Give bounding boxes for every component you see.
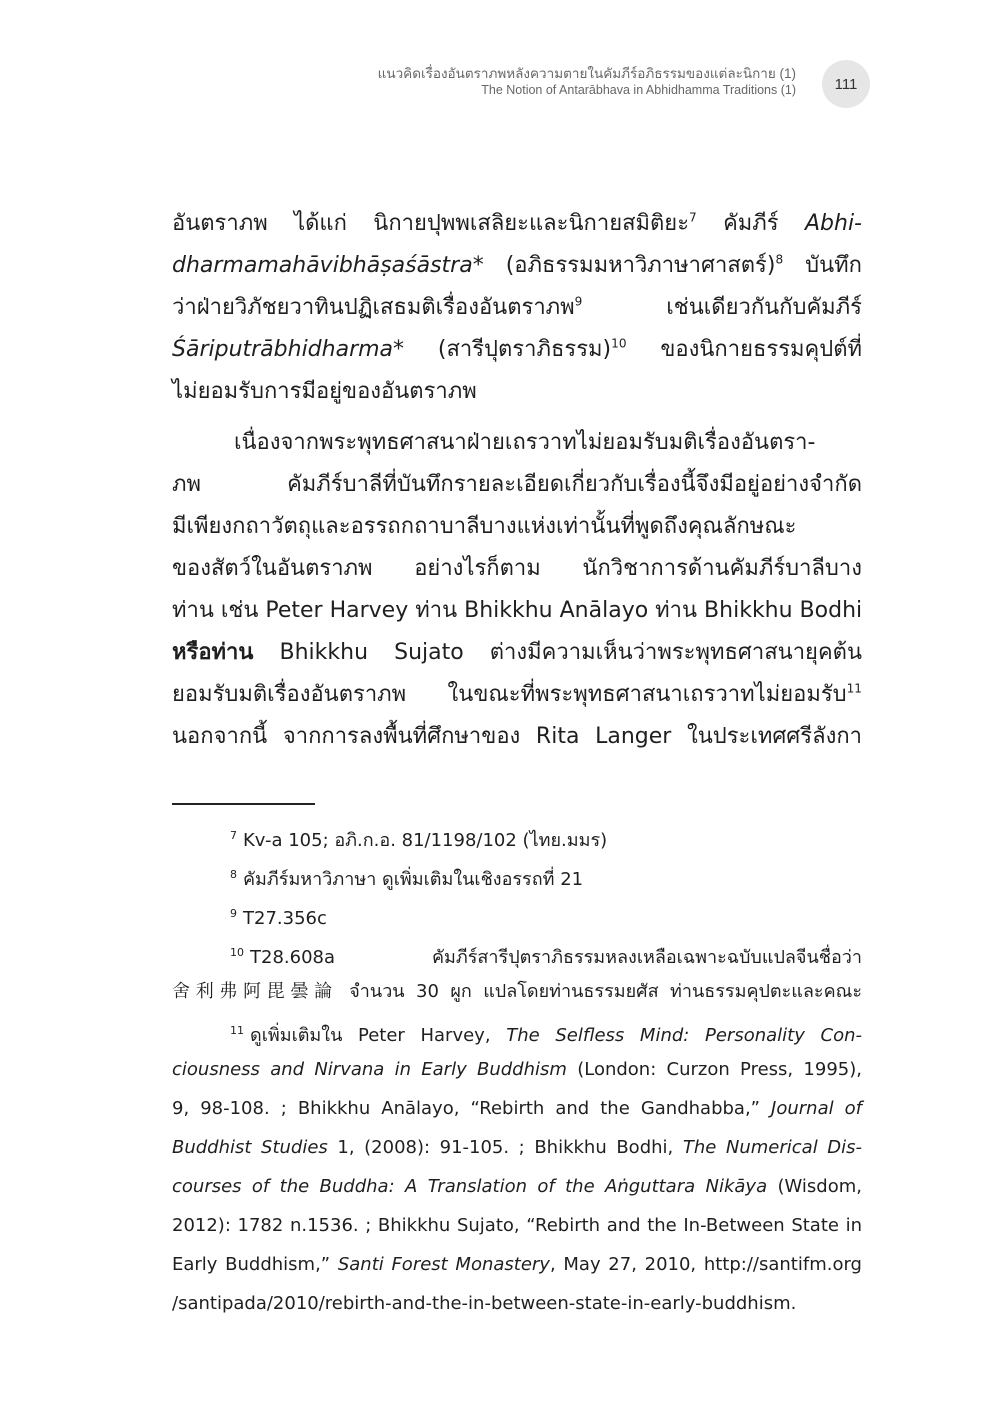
text-line: ไม่ยอมรับการมีอยู่ของอันตราภพ [172, 379, 477, 404]
text-line: ของสัตว์ในอันตราภพ อย่างไรก็ตาม นักวิชาการด้านคัมภีร์บาลีบาง [172, 556, 862, 581]
footnote-10-cont: 舍利弗阿毘曇論 จำนวน 30 ผูก แปลโดยท่านธรรมยศัส ท่านธรรมคุปตะและคณะ [172, 981, 862, 1002]
paragraph-1 [172, 203, 862, 413]
page-number-badge: 111 [822, 60, 870, 108]
footnote-11-cont: Buddhist Studies 1, (2008): 91-105. ; Bhikkhu Bodhi, The Numerical Dis- [172, 1137, 863, 1158]
footnote-ref[interactable]: 7 [689, 210, 697, 225]
footnote-8: $^8$ คัมภีร์มหาวิภาษา ดูเพิ่มเติมในเชิงอรรถที่ 21 [230, 868, 584, 890]
text-line: ยอมรับมติเรื่องอันตราภพ ในขณะที่พระพุทธศาสนาเถรวาทไม่ยอมรับ$^{11}$ [172, 681, 862, 707]
text-line: Śāriputrābhidharma* (สารีปุตราภิธรรม)$^{10}$ ของนิกายธรรมคุปต์ที่ [172, 336, 863, 362]
footnote-11-cont: Early Buddhism,” Santi Forest Monastery, May 27, 2010, http://santifm.org [172, 1254, 862, 1275]
footnote-11: $^{11}$ ดูเพิ่มเติมใน Peter Harvey, The Selfless Mind: Personality Con- [230, 1024, 862, 1046]
text-line: ท่าน เช่น Peter Harvey ท่าน Bhikkhu Anālayo ท่าน Bhikkhu Bodhi [172, 598, 863, 623]
text-line: นอกจากนี้ จากการลงพื้นที่ศึกษาของ Rita Langer ในประเทศศรีลังกา [172, 724, 862, 749]
text-line: อันตราภพ ได้แก่ นิกายปุพพเสลิยะและนิกายสมิติยะ$^7$ คัมภีร์ Abhi- [172, 210, 862, 236]
footnote-ref[interactable]: 8 [775, 252, 784, 267]
paragraph-2 [172, 422, 862, 758]
running-header [378, 66, 796, 99]
text-line: dharmamahāvibhāṣaśāstra* (อภิธรรมมหาวิภาษาศาสตร์)$^8$ บันทึก [172, 252, 862, 278]
footnote-11-cont: courses of the Buddha: A Translation of the Aṅguttara Nikāya (Wisdom, [172, 1176, 862, 1197]
text-line: มีเพียงกถาวัตถุและอรรถกถาบาลีบางแห่งเท่านั้นที่พูดถึงคุณลักษณะ [172, 514, 797, 539]
footnote-11-cont: 9, 98-108. ; Bhikkhu Anālayo, “Rebirth and the Gandhabba,” Journal of [172, 1098, 862, 1119]
footnote-ref[interactable]: 10 [611, 336, 627, 351]
running-header-thai: แนวคิดเรื่องอันตราภพหลังความตายในคัมภีร์อภิธรรมของแต่ละนิกาย (1) [377, 66, 796, 81]
footnote-7: $^7$ Kv-a 105; อภิ.ก.อ. 81/1198/102 (ไทย.มมร) [230, 829, 608, 851]
text-line: เนื่องจากพระพุทธศาสนาฝ่ายเถรวาทไม่ยอมรับมติเรื่องอันตรา- [234, 430, 816, 455]
footnote-9: $^9$ T27.356c [230, 907, 327, 929]
footnote-11-url[interactable]: /santipada/2010/rebirth-and-the-in-between-state-in-early-buddhism. [172, 1293, 797, 1314]
footnote-separator [172, 803, 315, 805]
footnote-10: $^{10}$ T28.608a คัมภีร์สารีปุตราภิธรรมหลงเหลือเฉพาะฉบับแปลจีนชื่อว่า [230, 946, 862, 968]
footnote-11-cont: 2012): 1782 n.1536. ; Bhikkhu Sujato, “Rebirth and the In-Between State in [172, 1215, 862, 1236]
footnote-ref[interactable]: 9 [574, 294, 583, 309]
text-line: ว่าฝ่ายวิภัชยวาทินปฏิเสธมติเรื่องอันตราภพ$^9$ เช่นเดียวกันกับคัมภีร์ [172, 294, 862, 320]
footnote-11-cont: ciousness and Nirvana in Early Buddhism (London: Curzon Press, 1995), [172, 1059, 862, 1080]
footnotes [172, 816, 862, 1323]
text-line: ภพ คัมภีร์บาลีที่บันทึกรายละเอียดเกี่ยวกับเรื่องนี้จึงมีอยู่อย่างจำกัด [172, 472, 862, 497]
footnote-ref[interactable]: 11 [846, 681, 862, 696]
running-header-english: The Notion of Antarābhava in Abhidhamma Traditions (1) [481, 82, 796, 97]
text-line: หรือท่าน Bhikkhu Sujato ต่างมีความเห็นว่าพระพุทธศาสนายุคต้น [172, 640, 862, 665]
